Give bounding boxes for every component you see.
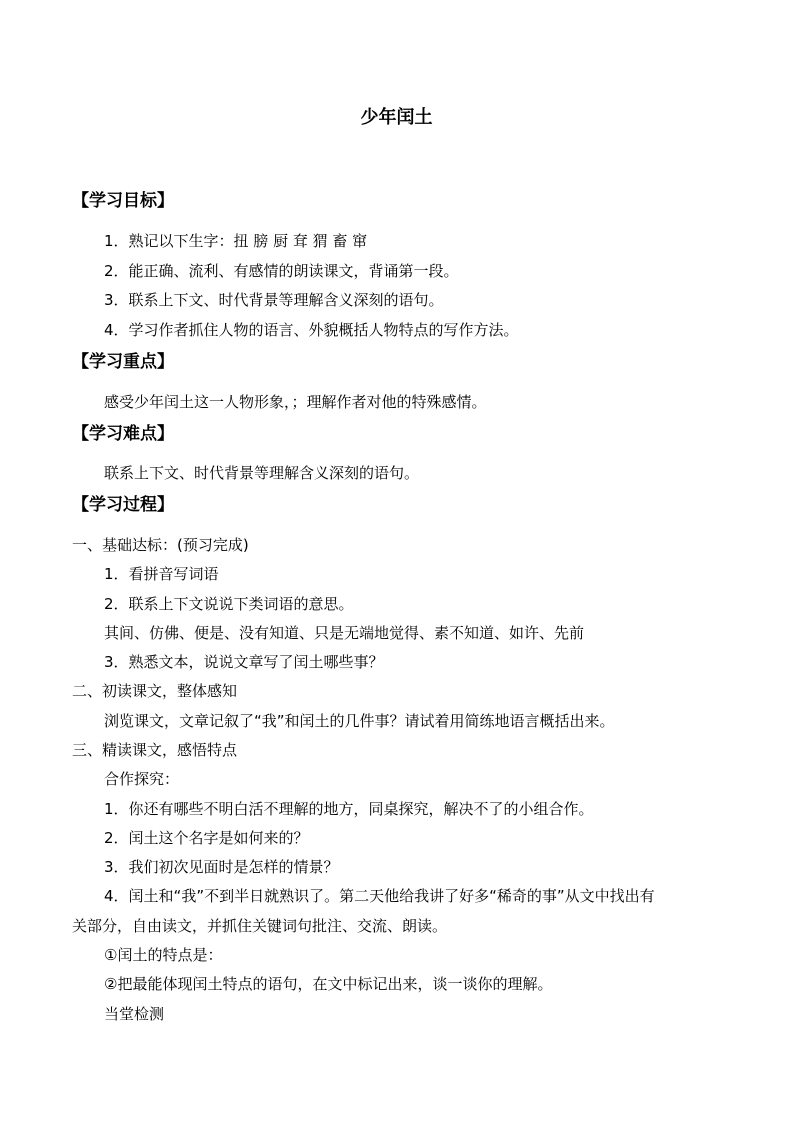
section-1-item: 2．联系上下文说说下类词语的意思。	[104, 595, 354, 613]
section-2-title: 二、初读课文，整体感知	[72, 682, 238, 700]
section-3-item: 关部分，自由读文，并抓住关键词句批注、交流、朗读。	[72, 917, 448, 935]
objectives-heading: 【学习目标】	[72, 191, 174, 211]
section-3-item: 1．你还有哪些不明白活不理解的地方，同桌探究，解决不了的小组合作。	[104, 800, 594, 818]
process-heading: 【学习过程】	[72, 495, 174, 515]
section-3-item: 3．我们初次见面时是怎样的情景？	[104, 858, 339, 876]
objective-item: 3．联系上下文、时代背景等理解含义深刻的语句。	[104, 291, 444, 309]
section-3-item: 4．闰土和“我”不到半日就熟识了。第二天他给我讲了好多“稀奇的事”从文中找出有	[104, 887, 655, 905]
section-3-item: ②把最能体现闰土特点的语句，在文中标记出来，谈一谈你的理解。	[104, 975, 553, 993]
section-3-item: ①闰土的特点是：	[104, 946, 223, 964]
key-points-text: 感受少年闰土这一人物形象，；理解作者对他的特殊感情。	[104, 393, 487, 411]
objective-item: 2．能正确、流利、有感情的朗读课文，背诵第一段。	[104, 262, 459, 280]
section-2-text: 浏览课文，文章记叙了“我”和闰土的几件事？请试着用简练地语言概括出来。	[104, 712, 615, 730]
section-1-item: 其间、仿佛、便是、没有知道、只是无端地觉得、素不知道、如许、先前	[104, 624, 585, 642]
section-3-item: 当堂检测	[104, 1005, 165, 1023]
section-3-title: 三、精读课文，感悟特点	[72, 741, 238, 759]
difficulties-heading: 【学习难点】	[72, 424, 174, 444]
difficulties-text: 联系上下文、时代背景等理解含义深刻的语句。	[104, 464, 420, 482]
objective-item: 4．学习作者抓住人物的语言、外貌概括人物特点的写作方法。	[104, 321, 519, 339]
section-3-intro: 合作探究：	[104, 770, 180, 788]
document-title: 少年闰土	[360, 107, 433, 128]
section-3-item: 2．闰土这个名字是如何来的？	[104, 829, 309, 847]
objective-item: 1．熟记以下生字：扭 膀 厨 耷 猬 畜 窜	[104, 232, 368, 250]
key-points-heading: 【学习重点】	[72, 352, 174, 372]
section-1-item: 3．熟悉文本，说说文章写了闰土哪些事？	[104, 653, 384, 671]
section-1-title: 一、基础达标：(预习完成)	[72, 536, 249, 554]
section-1-item: 1．看拼音写词语	[104, 565, 219, 583]
